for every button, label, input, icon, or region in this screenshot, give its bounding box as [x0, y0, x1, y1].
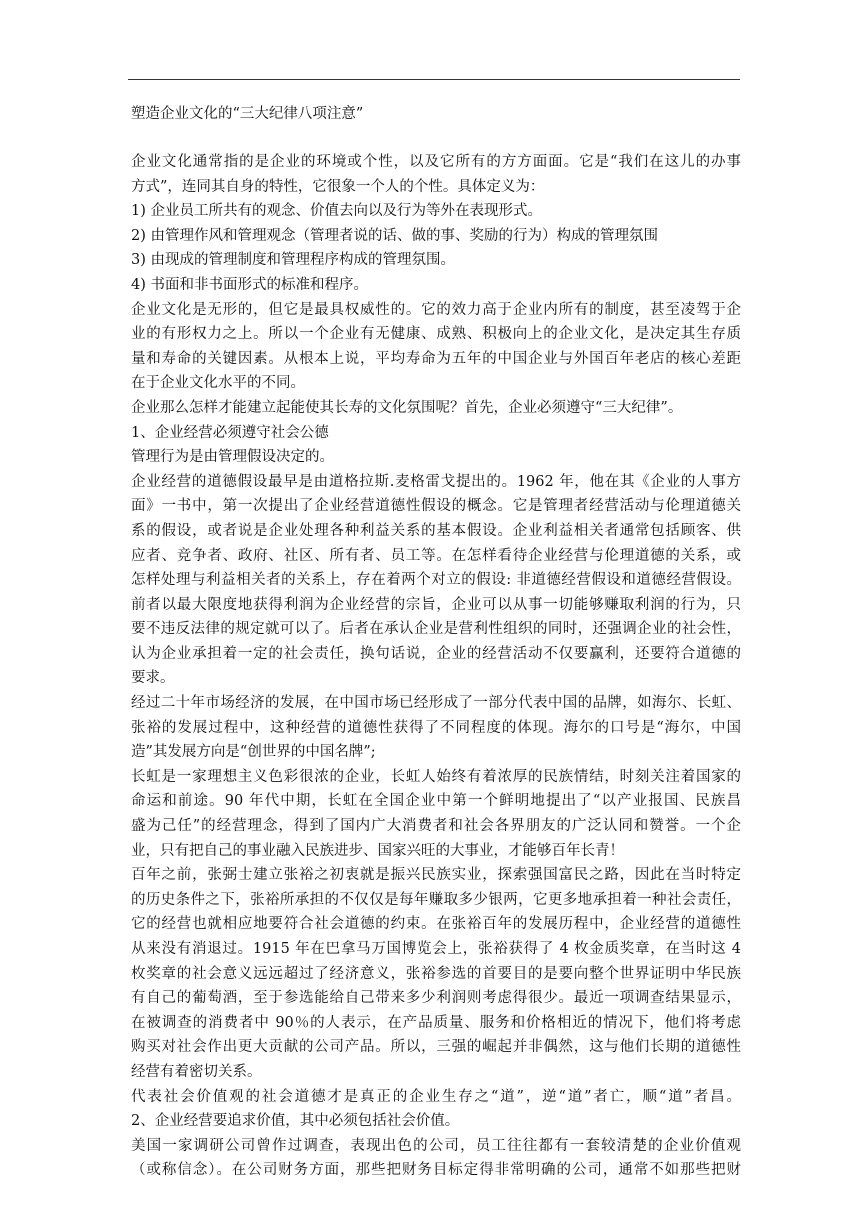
text-line: 命运和前途。90 年代中期，长虹在全国企业中第一个鲜明地提出了“以产业报国、民族昌: [131, 793, 741, 810]
text-line: 百年之前，张弼士建立张裕之初衷就是振兴民族实业，探索强国富民之路，因此在当时特定: [131, 867, 741, 884]
text-line: 要不违反法律的规定就可以了。后者在承认企业是营利性组织的同时，还强调企业的社会性，: [131, 621, 741, 638]
text-line: 枚奖章的社会意义远远超过了经济意义，张裕参选的首要目的是要向整个世界证明中华民族: [131, 965, 741, 982]
page-title: 塑造企业文化的“三大纪律八项注意”: [131, 106, 364, 122]
text-line: 在被调查的消费者中 90％的人表示，在产品质量、服务和价格相近的情况下，他们将考虑: [131, 1014, 741, 1031]
text-line: （或称信念）。在公司财务方面，那些把财务目标定得非常明确的公司，通常不如那些把财: [131, 1162, 741, 1179]
text-line: 造”其发展方向是“创世界的中国名牌”;: [131, 744, 376, 761]
text-line: 1、企业经营必须遵守社会公德: [131, 424, 329, 441]
text-line: 企业文化通常指的是企业的环境或个性，以及它所有的方方面面。它是“我们在这儿的办事: [131, 154, 741, 170]
text-line: 要求。: [131, 670, 175, 687]
document-body: [131, 150, 741, 1183]
text-line: 方式”，连同其自身的特性，它很象一个人的个性。具体定义为：: [131, 178, 545, 195]
text-line: 量和寿命的关键因素。从根本上说，平均寿命为五年的中国企业与外国百年老店的核心差距: [131, 350, 741, 367]
text-line: 系的假设，或者说是企业处理各种利益关系的基本假设。企业利益相关者通常包括顾客、供: [131, 522, 741, 539]
text-line: 的历史条件之下，张裕所承担的不仅仅是每年赚取多少银两，它更多地承担着一种社会责任，: [131, 891, 741, 908]
text-line: 有自己的葡萄酒，至于参选能给自己带来多少利润则考虑得很少。最近一项调查结果显示，: [131, 990, 741, 1007]
text-line: 管理行为是由管理假设决定的。: [131, 449, 334, 466]
text-line: 1) 企业员工所共有的观念、价值去向以及行为等外在表现形式。: [131, 203, 542, 220]
text-line: 经营有着密切关系。: [131, 1063, 262, 1080]
text-line: 怎样处理与利益相关者的关系上，存在着两个对立的假设: 非道德经营假设和道德经营假设。: [131, 572, 741, 589]
text-line: 2) 由管理作风和管理观念（管理者说的话、做的事、奖励的行为）构成的管理氛围: [131, 227, 658, 244]
text-line: 企业那么怎样才能建立起能使其长寿的文化氛围呢？首先，企业必须遵守“三大纪律”。: [131, 399, 683, 416]
text-line: 企业文化是无形的，但它是最具权威性的。它的效力高于企业内所有的制度，甚至凌驾于企: [131, 301, 741, 318]
header-rule: [128, 79, 740, 80]
text-line: 代表社会价值观的社会道德才是真正的企业生存之“道”，逆“道”者亡，顺“道”者昌。: [131, 1088, 741, 1105]
text-line: 4) 书面和非书面形式的标准和程序。: [131, 276, 368, 293]
text-line: 长虹是一家理想主义色彩很浓的企业，长虹人始终有着浓厚的民族情结，时刻关注着国家的: [131, 768, 741, 785]
text-line: 企业经营的道德假设最早是由道格拉斯.麦格雷戈提出的。1962 年，他在其《企业的人事方: [131, 473, 741, 490]
text-line: 在于企业文化水平的不同。: [131, 375, 305, 392]
text-line: 美国一家调研公司曾作过调查，表现出色的公司，员工往往都有一套较清楚的企业价值观: [131, 1137, 741, 1154]
text-line: 业，只有把自己的事业融入民族进步、国家兴旺的大事业，才能够百年长青！: [131, 842, 624, 859]
text-line: 面》一书中，第一次提出了企业经营道德性假设的概念。它是管理者经营活动与伦理道德关: [131, 498, 741, 515]
text-line: 购买对社会作出更大贡献的公司产品。所以，三强的崛起并非偶然，这与他们长期的道德性: [131, 1039, 741, 1056]
text-line: 盛为己任”的经营理念，得到了国内广大消费者和社会各界朋友的广泛认同和赞誉。一个企: [131, 818, 741, 835]
text-line: 认为企业承担着一定的社会责任，换句话说，企业的经营活动不仅要赢利，还要符合道德的: [131, 645, 741, 662]
text-line: 业的有形权力之上。所以一个企业有无健康、成熟、积极向上的企业文化，是决定其生存质: [131, 326, 741, 343]
text-line: 应者、竞争者、政府、社区、所有者、员工等。在怎样看待企业经营与伦理道德的关系，或: [131, 547, 741, 564]
text-line: 2、企业经营要追求价值，其中必须包括社会价值。: [131, 1113, 460, 1130]
text-line: 张裕的发展过程中，这种经营的道德性获得了不同程度的体现。海尔的口号是“海尔，中国: [131, 719, 741, 736]
text-line: 经过二十年市场经济的发展，在中国市场已经形成了一部分代表中国的品牌，如海尔、长虹、: [131, 695, 741, 712]
text-line: 前者以最大限度地获得利润为企业经营的宗旨，企业可以从事一切能够赚取利润的行为，只: [131, 596, 741, 613]
text-line: 从来没有消退过。1915 年在巴拿马万国博览会上，张裕获得了 4 枚金质奖章，在当时这 4: [131, 941, 741, 957]
text-line: 它的经营也就相应地要符合社会道德的约束。在张裕百年的发展历程中，企业经营的道德性: [131, 916, 741, 933]
text-line: 3) 由现成的管理制度和管理程序构成的管理氛围。: [131, 252, 455, 269]
